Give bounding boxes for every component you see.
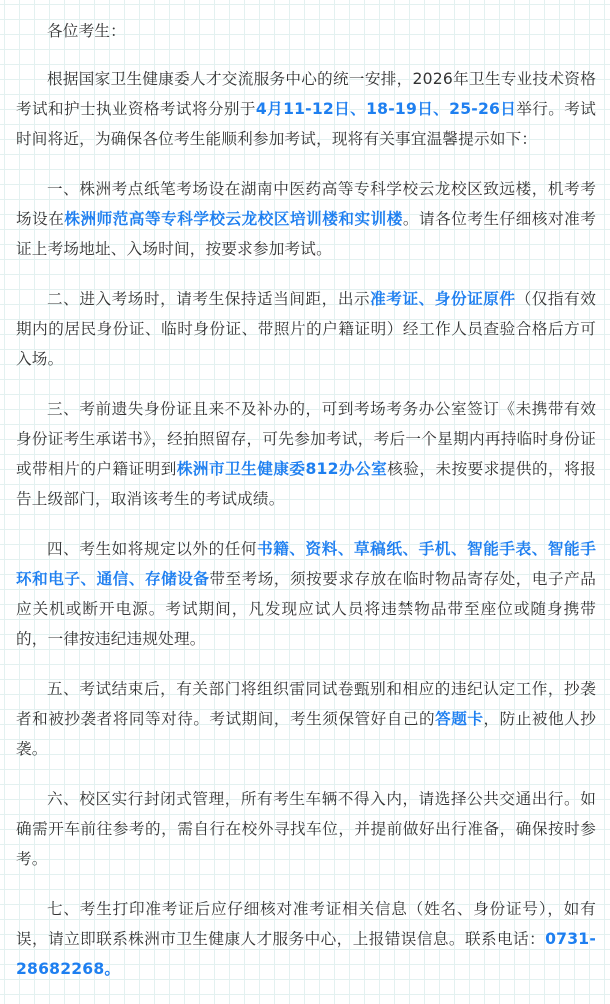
- item-5-plagiarism: [16, 674, 596, 764]
- intro-paragraph: [16, 64, 596, 154]
- item-text-after: ，防止被他人抄袭。: [16, 710, 596, 758]
- item-number: 六、: [47, 790, 80, 808]
- item-2-entry-documents: [16, 284, 596, 374]
- intro-text-after: 举行。考试时间将近，为确保各位考生能顺利参加考试，现将有关事宜温馨提示如下：: [16, 100, 596, 148]
- item-text: 考生如将规定以外的任何: [79, 540, 258, 558]
- item-number: 四、: [47, 540, 80, 558]
- item-6-campus-traffic: [16, 784, 596, 874]
- office-highlight: 株洲市卫生健康委812办公室: [176, 460, 388, 478]
- item-text-after: 带至考场，须按要求存放在临时物品寄存处，电子产品应关机或断开电源。考试期间，凡发现应试人员将违禁物品带至座位或随身携带的，一律按违纪违规处理。: [16, 570, 596, 648]
- exam-dates-highlight: 4月11-12日、18-19日、25-26日: [255, 100, 517, 118]
- item-number: 七、: [47, 900, 80, 918]
- item-number: 二、: [47, 290, 80, 308]
- prohibited-items-highlight: 书籍、资料、草稿纸、手机、智能手表、智能手环和电子、通信、存储设备: [16, 540, 597, 588]
- item-number: 五、: [47, 680, 80, 698]
- item-text: 株洲考点纸笔考场设在湖南中医药高等专科学校云龙校区致远楼，机考考场设在: [16, 180, 597, 228]
- item-text: 进入考场时，请考生保持适当间距，出示: [79, 290, 371, 308]
- item-4-prohibited-items: [16, 534, 596, 654]
- item-number: 一、: [47, 180, 80, 198]
- notice-document: [16, 16, 596, 1004]
- item-7-contact: [16, 894, 596, 984]
- item-text: 校区实行封闭式管理，所有考生车辆不得入内，请选择公共交通出行。如确需开车前往参考的，需自行在校外寻找车位，并提前做好出行准备，确保按时参考。: [16, 790, 597, 868]
- intro-text: 根据国家卫生健康委人才交流服务中心的统一安排，2026年卫生专业技术资格考试和护士执业资格考试将分别于: [16, 70, 596, 118]
- item-text-after: （仅指有效期内的居民身份证、临时身份证、带照片的户籍证明）经工作人员查验合格后方可入场。: [16, 290, 596, 368]
- item-text-after: 。请各位考生仔细核对准考证上考场地址、入场时间，按要求参加考试。: [16, 210, 596, 258]
- phone-number-highlight[interactable]: 0731-28682268。: [16, 930, 596, 978]
- greeting: 各位考生：: [47, 22, 126, 40]
- venue-highlight: 株洲师范高等专科学校云龙校区培训楼和实训楼: [64, 210, 403, 228]
- item-text: 考试结束后，有关部门将组织雷同试卷甄别和相应的违纪认定工作，抄袭者和被抄袭者将同等对待。考试期间，考生须保管好自己的: [16, 680, 597, 728]
- answer-card-highlight: 答题卡: [435, 710, 484, 728]
- item-text: 考生打印准考证后应仔细核对准考证相关信息（姓名、身份证号），如有误，请立即联系株洲市卫生健康人才服务中心，上报错误信息。联系电话：: [16, 900, 596, 948]
- item-1-exam-venue: [16, 174, 596, 264]
- documents-highlight: 准考证、身份证原件: [370, 290, 516, 308]
- item-3-lost-id: [16, 394, 596, 514]
- item-text-after: 核验，未按要求提供的，将报告上级部门，取消该考生的考试成绩。: [16, 460, 596, 508]
- item-text: 考前遗失身份证且来不及补办的，可到考场考务办公室签订《未携带有效身份证考生承诺书》，经拍照留存，可先参加考试，考后一个星期内再持临时身份证或带相片的户籍证明到: [16, 400, 597, 478]
- item-number: 三、: [47, 400, 80, 418]
